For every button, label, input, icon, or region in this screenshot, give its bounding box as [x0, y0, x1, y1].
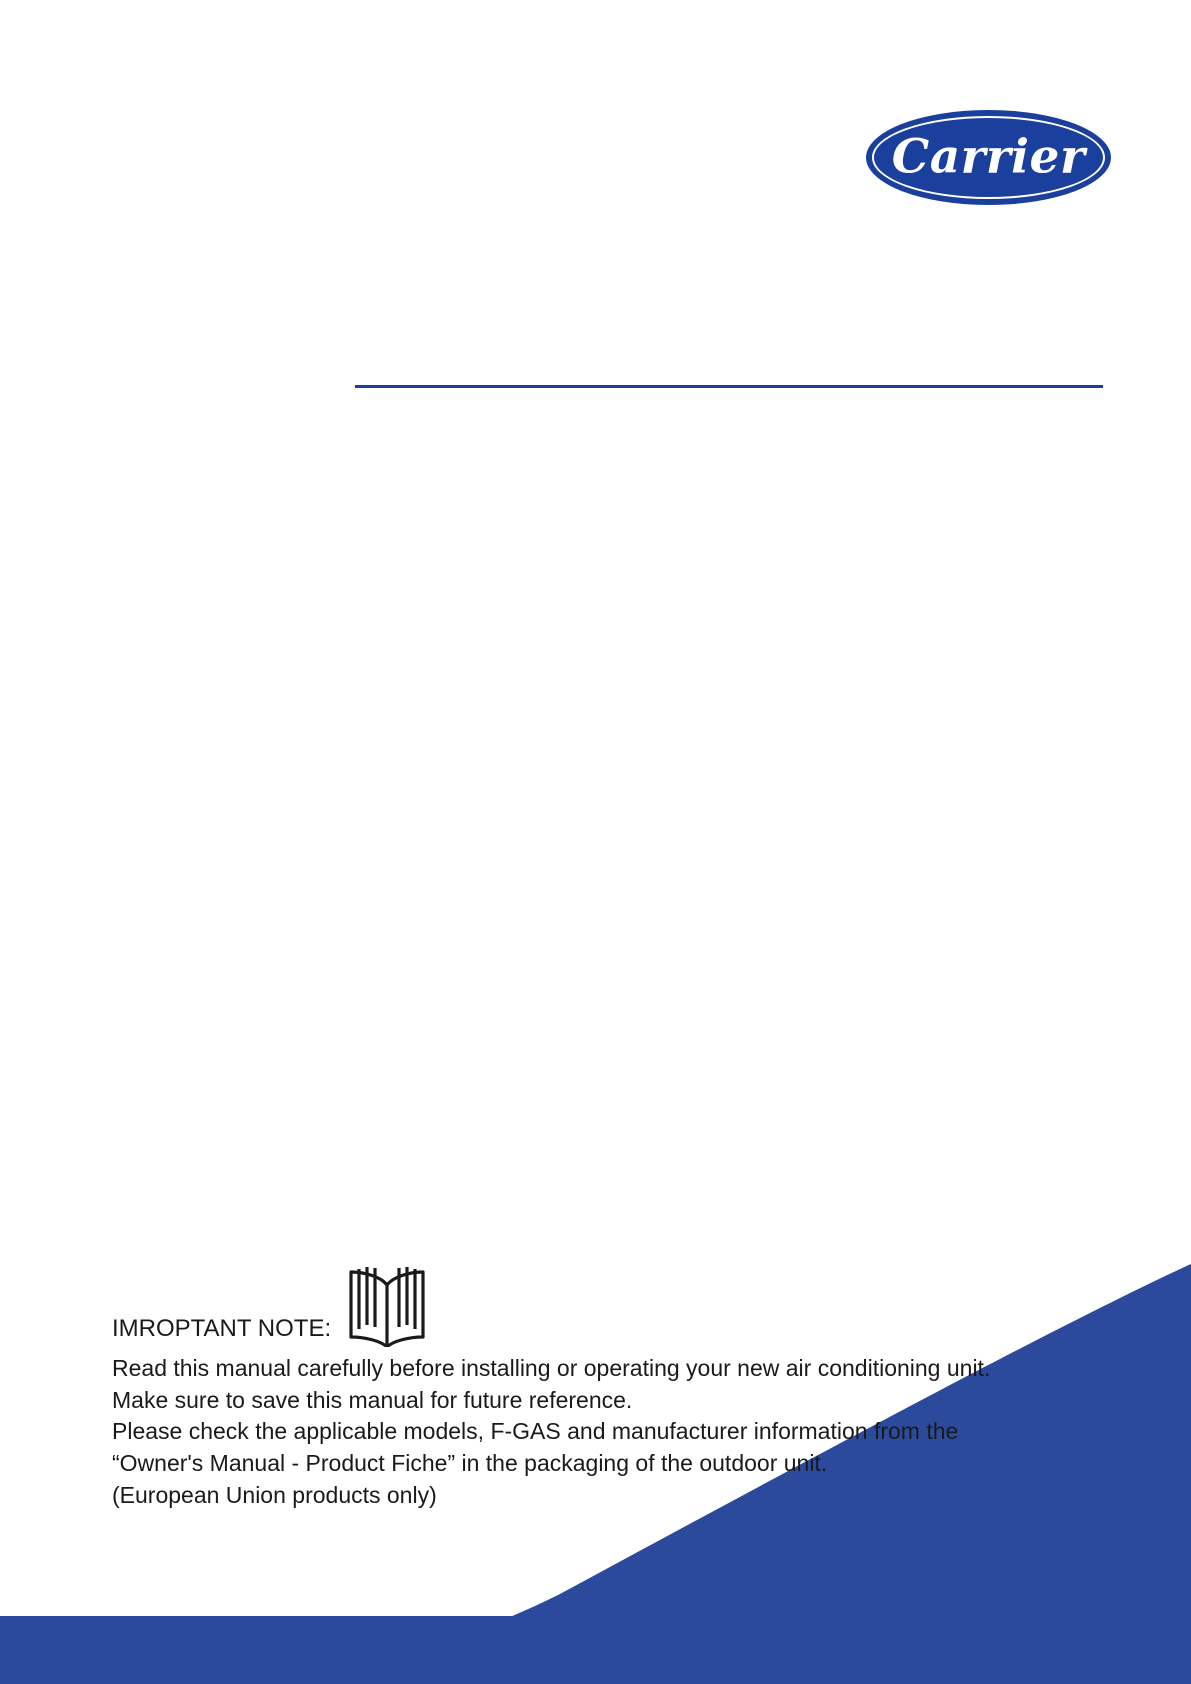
title-divider [355, 385, 1103, 388]
important-note-block [112, 1255, 1042, 1512]
logo-ellipse [866, 110, 1111, 205]
important-note-heading: IMROPTANT NOTE: [112, 1315, 332, 1342]
note-line: Read this manual carefully before installing or operating your new air conditioning unit. [112, 1355, 991, 1381]
important-note-heading-row [112, 1255, 1042, 1347]
carrier-logo [866, 110, 1111, 205]
note-line: Please check the applicable models, F-GAS and manufacturer information from the [112, 1418, 959, 1445]
note-line: “Owner's Manual - Product Fiche” in the packaging of the outdoor unit. [112, 1450, 828, 1477]
note-line: (European Union products only) [112, 1481, 437, 1508]
logo-wordmark: Carrier [891, 128, 1086, 184]
note-line: Make sure to save this manual for future reference. [112, 1386, 633, 1413]
important-note-lines [112, 1353, 1042, 1512]
open-book-icon [341, 1265, 433, 1347]
